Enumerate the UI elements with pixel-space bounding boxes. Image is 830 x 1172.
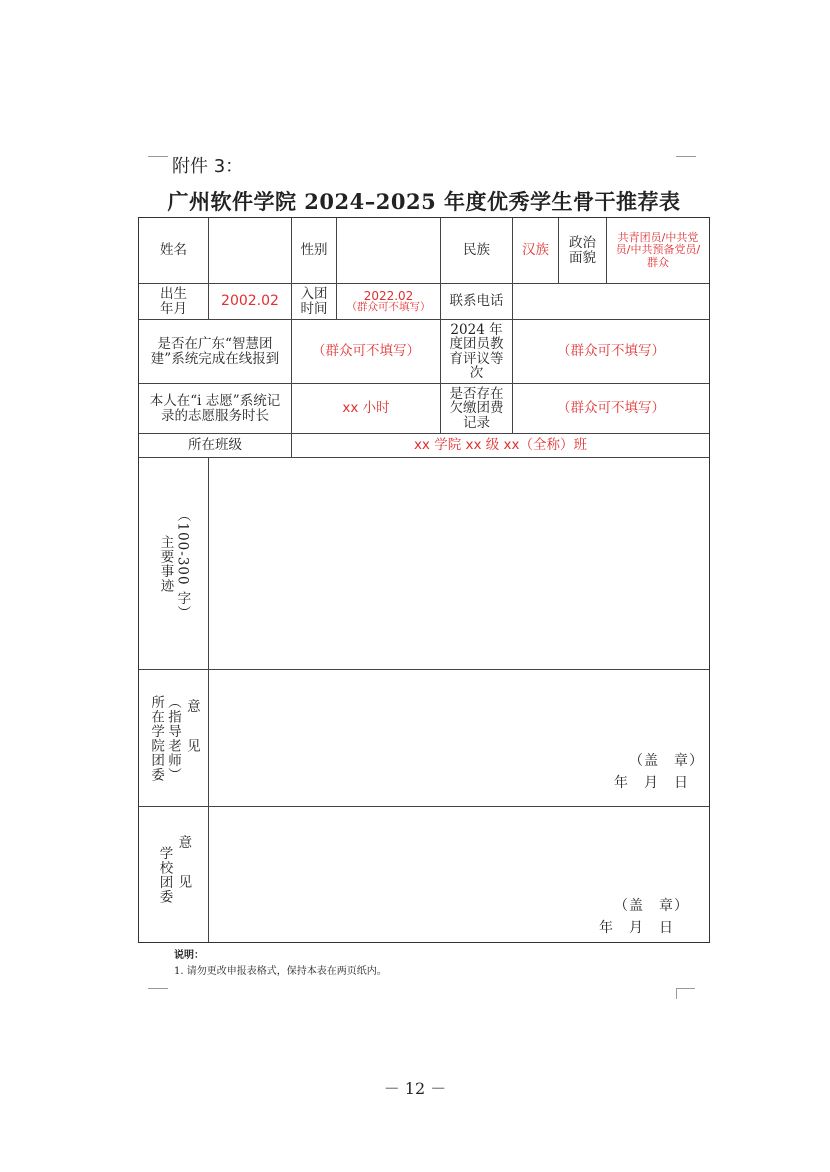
birth-label: 出生年月 [139, 284, 209, 320]
page-number: － 12 － [383, 1079, 447, 1098]
college-opinion-label-a: 所在学院团委 [148, 694, 165, 782]
college-date-text: 年 月 日 [614, 775, 689, 791]
crop-mark-top-right [676, 148, 696, 157]
school-opinion-label [139, 807, 209, 942]
college-opinion-label-b: （指导老师） [164, 694, 181, 782]
crop-mark-top-left [148, 148, 168, 157]
political-status-label: 政治面貌 [559, 218, 607, 284]
main-deeds-field[interactable] [209, 458, 709, 670]
evaluation-field[interactable]: （群众可不填写） [513, 320, 709, 384]
online-registration-field[interactable]: （群众可不填写） [292, 320, 441, 384]
main-deeds-label-main: 主要事迹 [157, 534, 174, 593]
college-opinion-field[interactable] [209, 670, 709, 807]
phone-label: 联系电话 [441, 284, 513, 320]
school-date-text: 年 月 日 [599, 920, 674, 936]
crop-mark-bottom-right [676, 988, 695, 999]
notes-title: 说明： [174, 950, 204, 961]
join-league-note: （群众可不填写） [346, 301, 431, 314]
join-league-label: 入团时间 [292, 284, 337, 320]
volunteer-hours-label: 本人在“i 志愿”系统记录的志愿服务时长 [139, 384, 292, 434]
ethnicity-label: 民族 [441, 218, 513, 284]
crop-mark-bottom-left [148, 988, 168, 997]
class-label: 所在班级 [139, 434, 292, 458]
ethnicity-field[interactable]: 汉族 [513, 218, 559, 284]
recommendation-form-table [138, 217, 710, 943]
gender-label: 性别 [292, 218, 337, 284]
political-status-field[interactable]: 共青团员/中共党员/中共预备党员/群众 [607, 218, 709, 284]
volunteer-hours-field[interactable]: xx 小时 [292, 384, 441, 434]
birth-field[interactable]: 2002.02 [209, 284, 292, 320]
online-registration-label: 是否在广东“智慧团建”系统完成在线报到 [139, 320, 292, 384]
notes-text: 1. 请勿更改申报表格式，保持本表在两页纸内。 [174, 966, 387, 977]
school-opinion-label-b: 意见 [175, 835, 192, 914]
join-league-value: 2022.02 [363, 288, 414, 303]
class-field[interactable]: xx 学院 xx 级 xx（全称）班 [292, 434, 709, 458]
school-opinion-label-a: 学校团委 [156, 845, 173, 904]
school-opinion-field[interactable] [209, 807, 709, 942]
attachment-label: 附件 3： [172, 156, 244, 177]
name-label: 姓名 [139, 218, 209, 284]
phone-field[interactable] [513, 284, 709, 320]
school-seal-text: （盖 章） [614, 898, 689, 914]
join-league-field[interactable] [337, 284, 441, 320]
main-deeds-label-note: （100-300 字） [174, 507, 191, 620]
evaluation-label: 2024 年度团员教育评议等次 [441, 320, 513, 384]
college-opinion-label [139, 670, 209, 807]
name-field[interactable] [209, 218, 292, 284]
gender-field[interactable] [337, 218, 441, 284]
unpaid-fee-label: 是否存在欠缴团费记录 [441, 384, 513, 434]
college-seal-text: （盖 章） [629, 753, 704, 769]
college-opinion-label-c: 意见 [183, 698, 200, 778]
form-title: 广州软件学院 2024–2025 年度优秀学生骨干推荐表 [167, 189, 681, 214]
unpaid-fee-field[interactable]: （群众可不填写） [513, 384, 709, 434]
main-deeds-label [139, 458, 209, 670]
